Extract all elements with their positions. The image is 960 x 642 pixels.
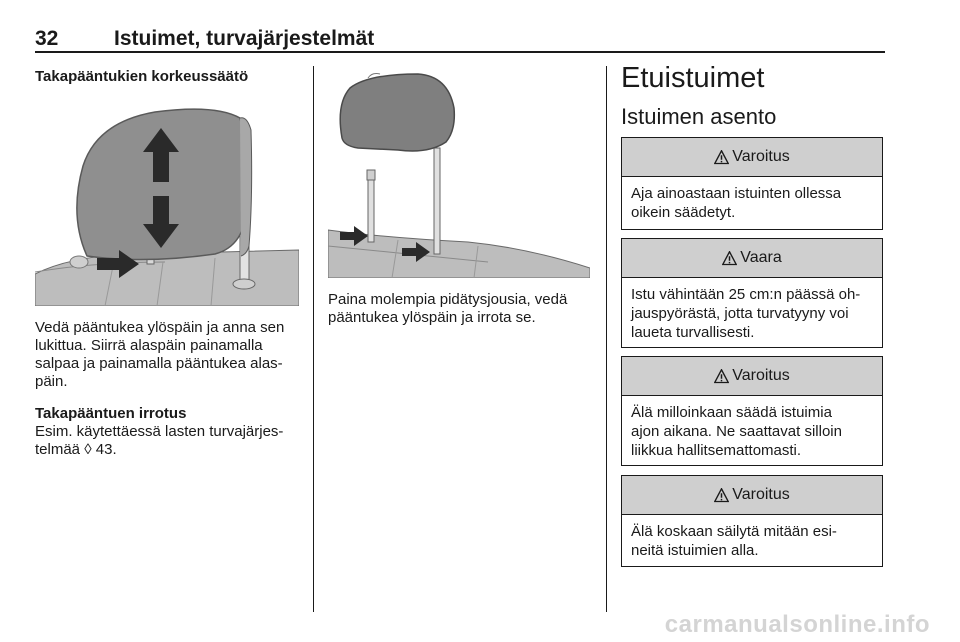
caption-line-1: Paina molempia pidätysjousia, vedä — [328, 291, 568, 308]
warning-box-4 — [621, 475, 883, 567]
caption-line-2: pääntukea ylöspäin ja irrota se. — [328, 309, 536, 326]
removal-text — [35, 423, 283, 459]
page-reference-icon: ◊ — [84, 441, 92, 458]
warning-header — [622, 357, 882, 396]
warning-header — [622, 476, 882, 515]
warning-title: Varoitus — [732, 367, 790, 384]
warning-triangle-icon — [714, 369, 729, 384]
column-divider-right — [606, 66, 607, 612]
column-divider-left — [313, 66, 314, 612]
warning-triangle-icon — [722, 251, 737, 266]
page-number: 32 — [35, 27, 59, 50]
danger-header — [622, 239, 882, 278]
warning-box-1 — [621, 137, 883, 230]
adjust-line-1: Vedä pääntukea ylöspäin ja anna sen — [35, 319, 285, 336]
subsection-title: Istuimen asento — [621, 104, 777, 129]
warning-title: Varoitus — [732, 486, 790, 503]
left-heading: Takapääntukien korkeussäätö — [35, 68, 249, 85]
headrest-removal-illustration — [328, 68, 590, 278]
adjust-line-2: lukittua. Siirrä alaspäin painamalla — [35, 337, 263, 354]
removal-caption — [328, 291, 567, 327]
removal-line-1: Esim. käytettäessä lasten turvajärjes- — [35, 423, 284, 440]
page-title: Istuimet, turvajärjestelmät — [114, 27, 375, 50]
warning-triangle-icon — [714, 150, 729, 165]
header-rule — [35, 51, 885, 53]
warning-body: Älä milloinkaan säädä istuimia ajon aikana. Ne saattavat silloin liikkua hallitsemattomasti. — [631, 404, 842, 459]
headrest-adjust-illustration — [35, 96, 299, 306]
adjust-instructions — [35, 319, 284, 391]
headrest-adjust-figure — [35, 96, 299, 306]
danger-title: Vaara — [740, 249, 782, 266]
warning-body: Aja ainoastaan istuinten ollessa oikein säädetyt. — [631, 185, 842, 221]
removal-line-2: telmää ◊ 43. — [35, 441, 117, 458]
warning-triangle-icon — [714, 488, 729, 503]
warning-title: Varoitus — [732, 148, 790, 165]
adjust-line-3: salpaa ja painamalla pääntukea alas- — [35, 355, 283, 372]
removal-heading: Takapääntuen irrotus — [35, 405, 187, 422]
watermark: carmanualsonline.info — [664, 611, 930, 638]
warning-box-3 — [621, 356, 883, 466]
page-reference-link[interactable]: 43. — [95, 441, 117, 458]
adjust-line-4: päin. — [35, 373, 68, 390]
headrest-removal-figure — [328, 68, 590, 278]
warning-box-2 — [621, 238, 883, 348]
warning-header — [622, 138, 882, 177]
danger-body: Istu vähintään 25 cm:n päässä oh- jauspyörästä, jotta turvatyyny voi laueta turvallisesti. — [631, 286, 861, 341]
warning-body: Älä koskaan säilytä mitään esi- neitä istuimien alla. — [631, 523, 837, 559]
section-title: Etuistuimet — [621, 62, 765, 94]
